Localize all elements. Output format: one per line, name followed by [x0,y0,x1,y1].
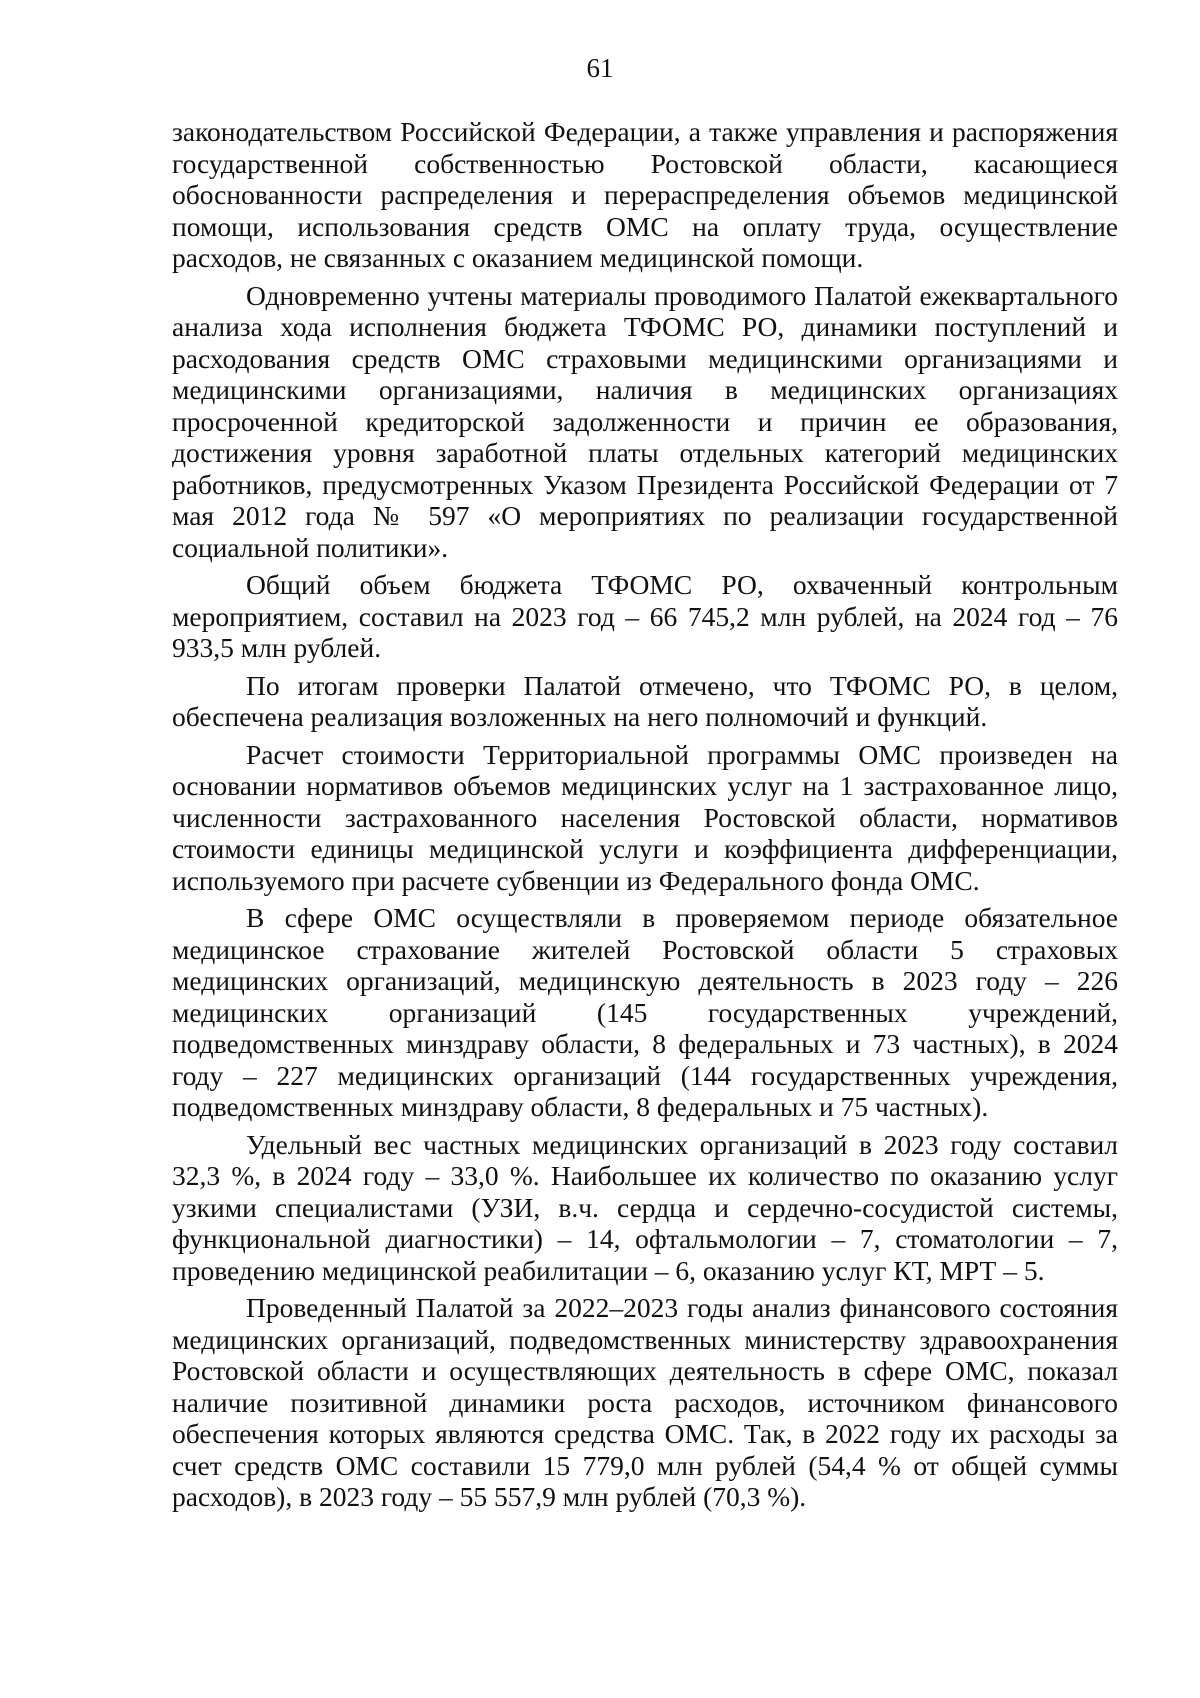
paragraph-7: Удельный вес частных медицинских организаций в 2023 году составил 32,3 %, в 2024 году – 33,0 %. Наибольшее их количество по оказанию услуг узкими специалистами (УЗИ, в.ч. сердца и сердечно-сосудистой системы, функциональной диагностики) – 14, офтальмологии – 7, стоматологии – 7, проведению медицинской реабилитации – 6, оказанию услуг КТ, МРТ – 5. [172,1128,1118,1286]
paragraph-4: По итогам проверки Палатой отмечено, что ТФОМС РО, в целом, обеспечена реализация возложенных на него полномочий и функций. [172,669,1118,732]
paragraph-6: В сфере ОМС осуществляли в проверяемом периоде обязательное медицинское страхование жителей Ростовской области 5 страховых медицинских организаций, медицинскую деятельность в 2023 году – 226 медицинских организаций (145 государственных учреждений, подведомственных минздраву области, 8 федеральных и 73 частных), в 2024 году – 227 медицинских организаций (144 государственных учреждения, подведомственных минздраву области, 8 федеральных и 75 частных). [172,902,1118,1122]
paragraph-2: Одновременно учтены материалы проводимого Палатой ежеквартального анализа хода исполнения бюджета ТФОМС РО, динамики поступлений и расходования средств ОМС страховыми медицинскими организациями и медицинскими организациями, наличия в медицинских организациях просроченной кредиторской задолженности и причин ее образования, достижения уровня заработной платы отдельных категорий медицинских работников, предусмотренных Указом Президента Российской Федерации от 7 мая 2012 года № 597 «О мероприятиях по реализации государственной социальной политики». [172,279,1118,563]
paragraph-1: законодательством Российской Федерации, а также управления и распоряжения государственной собственностью Ростовской области, касающиеся обоснованности распределения и перераспределения объемов медицинской помощи, использования средств ОМС на оплату труда, осуществление расходов, не связанных с оказанием медицинской помощи. [172,116,1118,273]
paragraph-3: Общий объем бюджета ТФОМС РО, охваченный контрольным мероприятием, составил на 2023 год – 66 745,2 млн рублей, на 2024 год – 76 933,5 млн рублей. [172,569,1118,663]
document-body [172,116,1118,1519]
paragraph-8: Проведенный Палатой за 2022–2023 годы анализ финансового состояния медицинских организаций, подведомственных министерству здравоохранения Ростовской области и осуществляющих деятельность в сфере ОМС, показал наличие позитивной динамики роста расходов, источником финансового обеспечения которых являются средства ОМС. Так, в 2022 году их расходы за счет средств ОМС составили 15 779,0 млн рублей (54,4 % от общей суммы расходов), в 2023 году – 55 557,9 млн рублей (70,3 %). [172,1292,1118,1512]
page-number: 61 [586,53,614,83]
paragraph-5: Расчет стоимости Территориальной программы ОМС произведен на основании нормативов объемов медицинских услуг на 1 застрахованное лицо, численности застрахованного населения Ростовской области, нормативов стоимости единицы медицинской услуги и коэффициента дифференциации, используемого при расчете субвенции из Федерального фонда ОМС. [172,738,1118,896]
